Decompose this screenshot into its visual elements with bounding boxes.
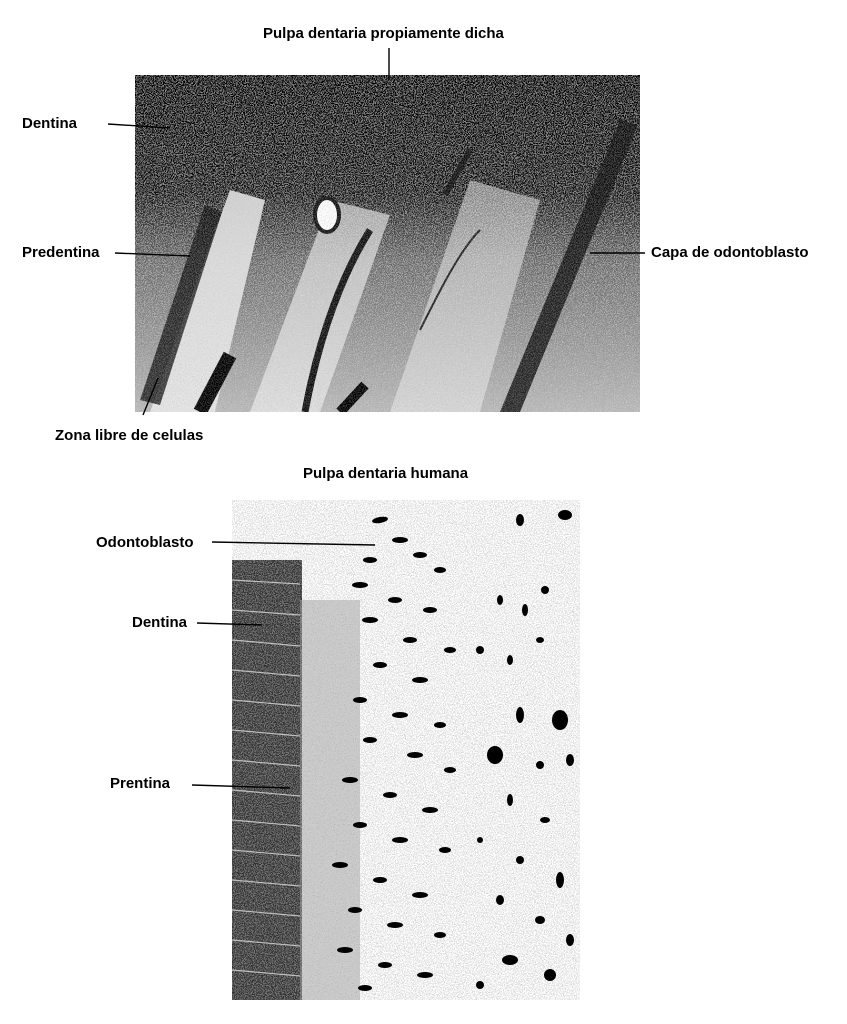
- label-odontoblast-layer: Capa de odontoblasto: [651, 244, 809, 261]
- label-dentina-1: Dentina: [22, 115, 78, 132]
- leader-odontoblast: [212, 542, 375, 545]
- figure2-title: Pulpa dentaria humana: [303, 465, 469, 482]
- leader-dentina-2: [197, 623, 262, 625]
- label-cell-free-zone: Zona libre de celulas: [55, 427, 204, 444]
- leader-dentina-1: [108, 124, 170, 128]
- label-dentina-2: Dentina: [132, 614, 188, 631]
- leader-predentina: [115, 253, 190, 256]
- label-predentina-2: Prentina: [110, 775, 171, 792]
- figure1-title: Pulpa dentaria propiamente dicha: [263, 25, 504, 42]
- leader-predentina-2: [192, 785, 290, 788]
- label-predentina: Predentina: [22, 244, 100, 261]
- leader-cell-free-zone: [143, 378, 158, 415]
- label-odontoblast: Odontoblasto: [96, 534, 194, 551]
